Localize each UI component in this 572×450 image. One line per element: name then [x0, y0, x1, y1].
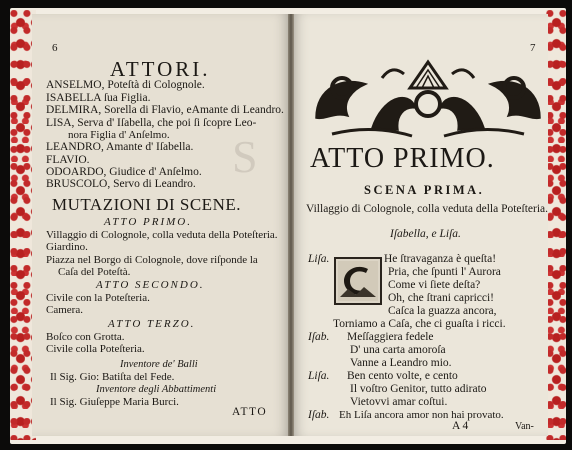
dialogue-line: Meſſaggiera fedele [347, 331, 434, 343]
cast-entry-continued: nora Figlia d' Anſelmo. [68, 129, 170, 141]
catchword-right: Van- [515, 421, 534, 432]
speaker-name: Liſa. [308, 370, 330, 382]
cast-heading: ATTORI. [110, 57, 211, 81]
act-two-label: ATTO SECONDO. [96, 279, 205, 291]
cast-entry: ANSELMO, Poteſtà di Colognole. [46, 79, 205, 91]
marbled-edge-right [546, 10, 566, 440]
dialogue-line: He ſtravaganza è queſta! [384, 253, 497, 265]
scene-line-continued: Caſa del Poteſtà. [58, 266, 131, 278]
dialogue-line: D' una carta amoroſa [350, 344, 446, 356]
book-gutter [288, 14, 294, 436]
credit-name: Il Sig. Gio: Batiſta del Fede. [50, 371, 175, 383]
speaker-name: Iſab. [308, 409, 330, 421]
cast-entry: FLAVIO. [46, 154, 90, 166]
setting-line: Villaggio di Colognole, colla veduta della Poteſteria. [306, 203, 549, 215]
decorated-initial [334, 257, 382, 305]
dialogue-line: Vanne a Leandro mio. [350, 357, 452, 369]
act-one-label: ATTO PRIMO. [104, 216, 192, 228]
dialogue-line: Oh, che ſtrani capricci! [388, 292, 494, 304]
cast-entry: LEANDRO, Amante d' Iſabella. [46, 141, 194, 153]
characters-line: Iſabella, e Liſa. [390, 228, 461, 240]
dialogue-line: Pria, che ſpunti l' Aurora [388, 266, 501, 278]
scene-line: Villaggio di Colognole, colla veduta della Poteſteria. [46, 229, 278, 241]
cast-entry: ISABELLA ſua Figlia. [46, 92, 151, 104]
page-number-left: 6 [52, 42, 58, 54]
scene-line: Boſco con Grotta. [46, 331, 125, 343]
cast-entry: BRUSCOLO, Servo di Leandro. [46, 178, 196, 190]
dialogue-line: Vietovvi amar coſtui. [350, 396, 448, 408]
credit-name: Il Sig. Giuſeppe Maria Burci. [50, 396, 179, 408]
show-through-shadow: S [232, 131, 258, 182]
cast-entry: DELMIRA, Sorella di Flavio, eAmante di Leandro. [46, 104, 284, 116]
dialogue-line: Come vi ſiete deſta? [388, 279, 481, 291]
signature-mark: A 4 [452, 420, 469, 432]
cast-entry: LISA, Serva d' Iſabella, che poi ſi ſcopre Leo- [46, 117, 257, 129]
dialogue-line: Eh Liſa ancora amor non hai provato. [339, 409, 504, 421]
credit-role: Inventore degli Abbattimenti [96, 384, 217, 395]
act-three-label: ATTO TERZO. [108, 318, 196, 330]
headpiece-ornament [312, 58, 544, 140]
credit-role: Inventore de' Balli [120, 359, 198, 370]
cast-entry: ODOARDO, Giudice d' Anſelmo. [46, 166, 202, 178]
scene-changes-heading: MUTAZIONI DI SCENE. [52, 195, 241, 214]
scene-line: Civile con la Poteſteria. [46, 292, 150, 304]
speaker-name: Liſa. [308, 253, 330, 265]
scene-line: Civile colla Poteſteria. [46, 343, 145, 355]
catchword-left: ATTO [232, 406, 268, 418]
dialogue-line: Torniamo a Caſa, che ci guaſta i ricci. [333, 318, 506, 330]
page-number-right: 7 [530, 42, 536, 54]
dialogue-line: Caſca la guazza ancora, [388, 305, 497, 317]
dialogue-line: Ben cento volte, e cento [347, 370, 458, 382]
speaker-name: Iſab. [308, 331, 330, 343]
scene-title: SCENA PRIMA. [364, 183, 485, 197]
scene-line: Camera. [46, 304, 83, 316]
act-title: ATTO PRIMO. [310, 143, 495, 174]
scene-line: Piazza nel Borgo di Colognole, dove riſponde la [46, 254, 258, 266]
dialogue-line: Il voſtro Genitor, tutto adirato [350, 383, 487, 395]
scene-line: Giardino. [46, 241, 88, 253]
